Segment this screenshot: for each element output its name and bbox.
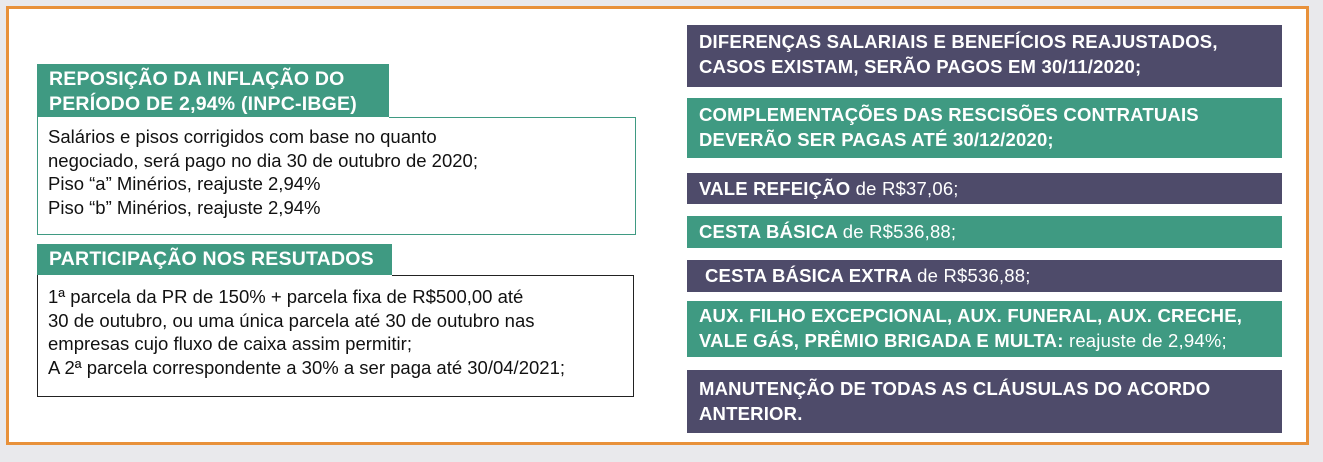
profit-sharing-line-2: 30 de outubro, ou uma única parcela até 30 de outubro nas	[48, 309, 535, 331]
inflation-line-1: Salários e pisos corrigidos com base no quanto	[48, 126, 437, 147]
allowances-bar	[687, 301, 1282, 357]
allowances-line2	[699, 328, 1270, 353]
allowances-line2-bold: VALE GÁS, PRÊMIO BRIGADA E MULTA:	[699, 330, 1064, 351]
agreement-maintenance-bar	[687, 370, 1282, 433]
rescission-line1: COMPLEMENTAÇÕES DAS RESCISÕES CONTRATUAIS	[699, 104, 1199, 125]
agreement-line1: MANUTENÇÃO DE TODAS AS CLÁUSULAS DO ACORDO	[699, 378, 1211, 399]
extra-food-basket-label: CESTA BÁSICA EXTRA	[705, 265, 912, 286]
profit-sharing-line-3: empresas cujo fluxo de caixa assim permitir;	[48, 333, 412, 354]
salary-differences-bar	[687, 25, 1282, 87]
salary-differences-line2: CASOS EXISTAM, SERÃO PAGOS EM 30/11/2020;	[699, 56, 1142, 77]
profit-sharing-line-4: A 2ª parcela correspondente a 30% a ser paga até 30/04/2021;	[48, 356, 565, 378]
profit-sharing-heading	[37, 244, 392, 279]
food-basket-bar	[687, 216, 1282, 248]
inflation-line-4: Piso “b” Minérios, reajuste 2,94%	[48, 196, 321, 218]
rescission-complements-bar	[687, 98, 1282, 158]
extra-food-basket-value: de R$536,88;	[917, 265, 1031, 286]
rescission-line2: DEVERÃO SER PAGAS ATÉ 30/12/2020;	[699, 129, 1054, 150]
inflation-text-box	[37, 117, 636, 235]
meal-voucher-value: de R$37,06;	[855, 178, 959, 199]
allowances-line1: AUX. FILHO EXCEPCIONAL, AUX. FUNERAL, AUX. CRECHE,	[699, 305, 1243, 326]
salary-differences-line1: DIFERENÇAS SALARIAIS E BENEFÍCIOS REAJUSTADOS,	[699, 31, 1218, 52]
inflation-line-3: Piso “a” Minérios, reajuste 2,94%	[48, 173, 321, 194]
meal-voucher-label: VALE REFEIÇÃO	[699, 178, 851, 199]
inflation-line-2: negociado, será pago no dia 30 de outubro de 2020;	[48, 149, 478, 171]
food-basket-label: CESTA BÁSICA	[699, 221, 838, 242]
inflation-heading	[37, 64, 389, 122]
profit-sharing-box-top-rule	[392, 275, 634, 276]
profit-sharing-line-1: 1ª parcela da PR de 150% + parcela fixa de R$500,00 até	[48, 286, 524, 307]
extra-food-basket-bar	[687, 260, 1282, 292]
inflation-heading-line1: REPOSIÇÃO DA INFLAÇÃO DO	[49, 68, 345, 90]
food-basket-value: de R$536,88;	[842, 221, 957, 242]
profit-sharing-heading-text: PARTICIPAÇÃO NOS RESUTADOS	[49, 248, 374, 270]
inflation-heading-line2: PERÍODO DE 2,94% (INPC-IBGE)	[49, 93, 357, 115]
allowances-line2-normal: reajuste de 2,94%;	[1068, 330, 1227, 351]
inflation-box-top-rule	[389, 117, 636, 118]
meal-voucher-bar	[687, 173, 1282, 204]
agreement-line2: ANTERIOR.	[699, 403, 803, 424]
profit-sharing-text-box	[37, 275, 634, 397]
